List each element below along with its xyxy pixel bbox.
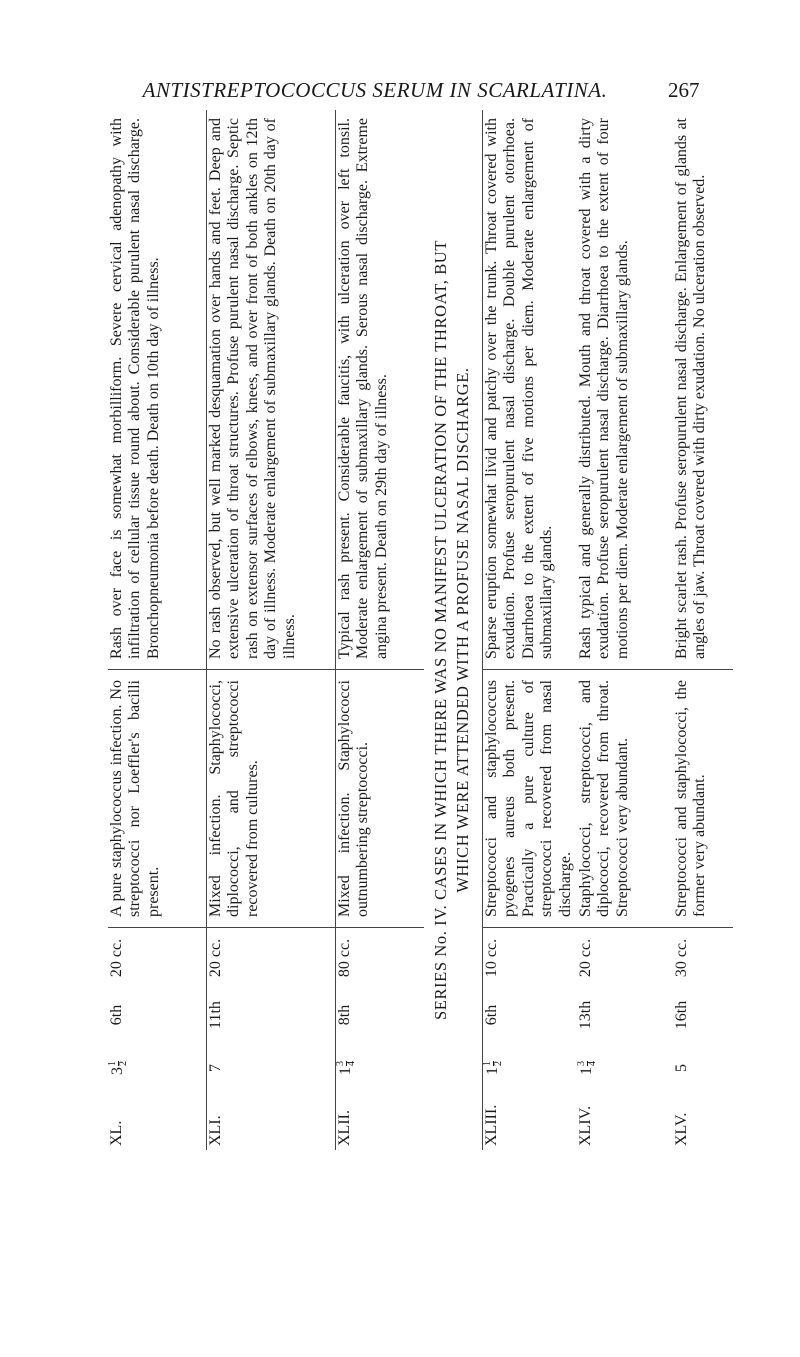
- clinical-notes: Rash over face is somewhat morbilliform. Severe cervical adenopathy with infiltration of cellular tissue round about. Considerable purulent nasal discharge. Bronchopneumonia before death. Death on 10th day of illness.: [108, 110, 206, 670]
- clinical-notes: Sparse eruption somewhat livid and patchy over the trunk. Throat covered with exudation. Profuse seropurulent nasal discharge. Double purulent otorrhoea. Diarrhoea to the extent of five motions per diem. Moderate enlargement of submaxillary glands.: [483, 110, 577, 670]
- serum-dose: 10 cc.: [483, 938, 500, 978]
- table-row: [335, 110, 424, 1150]
- case-number: XLV.: [673, 1112, 690, 1146]
- case-number: XLIII.: [483, 1104, 500, 1146]
- duration-cell: 7: [207, 1064, 224, 1072]
- page-number: 267: [668, 78, 700, 102]
- duration-cell: 1 3 4: [335, 1061, 357, 1075]
- case-table: [107, 110, 709, 1150]
- day-of-disease: 16th: [673, 1000, 690, 1030]
- duration-cell: 1 1 2: [482, 1061, 504, 1075]
- bacteriology-text: Mixed infection. Staphylococci, diplococci, and streptococci recovered from cultures.: [207, 670, 335, 928]
- clinical-notes: No rash observed, but well marked desquamation over hands and feet. Deep and extensive ulceration of throat structures. Profuse purulent nasal discharge. Septic rash on extensor surfaces of elbows, knees, and over front of both ankles on 12th day of illness. Moderate enlargement of submaxillary glands. Death on 20th day of illness.: [207, 110, 335, 670]
- duration-cell: 1 3 4: [576, 1061, 598, 1075]
- clinical-notes: Bright scarlet rash. Profuse seropurulent nasal discharge. Enlargement of glands at angles of jaw. Throat covered with dirty exudation. No ulceration observed.: [673, 110, 733, 670]
- duration-fraction: 3 4: [576, 1061, 598, 1066]
- day-of-disease: 6th: [483, 1004, 500, 1026]
- page-title: ANTISTREPTOCOCCUS SERUM IN SCARLATINA.: [142, 78, 608, 102]
- table-row: [673, 110, 733, 1150]
- running-head: [0, 78, 800, 108]
- bacteriology-text: Streptococci and staphylococci, the former very abundant.: [673, 670, 733, 928]
- table-row: [108, 110, 206, 1150]
- day-of-disease: 6th: [108, 1004, 125, 1026]
- serum-dose: 20 cc.: [207, 938, 224, 978]
- serum-dose: 20 cc.: [577, 938, 594, 978]
- bacteriology-text: Mixed infection. Staphylococci outnumbering streptococci.: [336, 670, 424, 928]
- serum-dose: 30 cc.: [673, 938, 690, 978]
- duration-cell: 5: [673, 1064, 690, 1072]
- duration-fraction: 1 2: [107, 1061, 129, 1066]
- day-of-disease: 13th: [577, 1000, 594, 1030]
- table-row: [206, 110, 335, 1150]
- day-of-disease: 11th: [207, 1001, 224, 1029]
- case-number: XLII.: [336, 1110, 353, 1146]
- table-row: [482, 110, 577, 1150]
- clinical-notes: Rash typical and generally distributed. Mouth and throat covered with a dirty exudation. Profuse seropurulent nasal discharge. Diarrhoea to the extent of four motions per diem. Moderate enlargement of submaxillary glands.: [577, 110, 673, 670]
- serum-dose: 80 cc.: [336, 938, 353, 978]
- case-number: XLI.: [207, 1115, 224, 1146]
- series-heading: SERIES No. IV. CASES IN WHICH THERE WAS NO MANIFEST ULCERATION OF THE THROAT, BUT WHICH WERE ATTENDED WITH A PROFUSE NASAL DISCHARGE.: [431, 240, 472, 1020]
- duration-fraction: 1 2: [482, 1061, 504, 1066]
- clinical-notes: Typical rash present. Considerable faucitis, with ulceration over left tonsil. Moderate enlargement of submaxillary glands. Serous nasal discharge. Extreme angina present. Death on 29th day of illness.: [336, 110, 424, 670]
- table-row: [577, 110, 673, 1150]
- duration-cell: 3 1 2: [107, 1061, 129, 1075]
- duration-fraction: 3 4: [335, 1061, 357, 1066]
- serum-dose: 20 cc.: [108, 938, 125, 978]
- case-number: XLIV.: [577, 1105, 594, 1146]
- bacteriology-text: Staphylococci, streptococci, and diplococci, recovered from throat. Streptococci very abundant.: [577, 670, 673, 928]
- bacteriology-text: A pure staphylococcus infection. No streptococci nor Loeffler's bacilli present.: [108, 670, 206, 928]
- case-number: XL.: [108, 1120, 125, 1146]
- bacteriology-text: Streptococci and staphylococcus pyogenes aureus both present. Practically a pure culture of streptococci recovered from nasal discharge.: [483, 670, 577, 928]
- day-of-disease: 8th: [336, 1004, 353, 1026]
